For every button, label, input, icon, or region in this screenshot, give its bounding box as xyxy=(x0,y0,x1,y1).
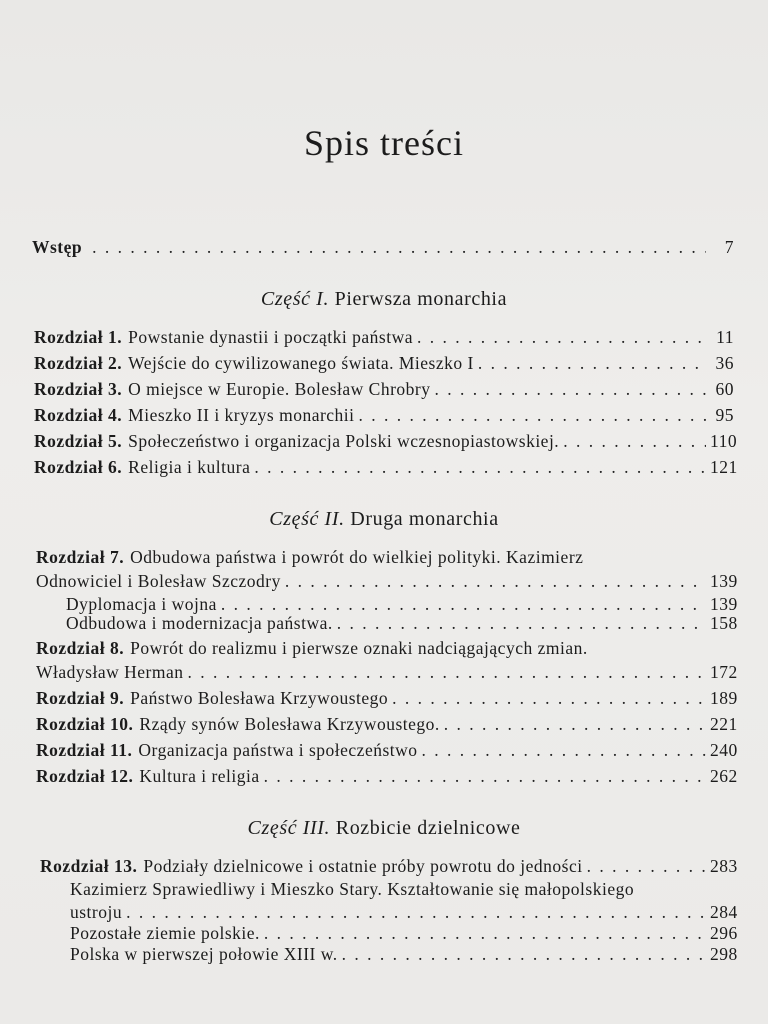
page-number: 7 xyxy=(724,237,734,257)
page-number: 121 xyxy=(710,457,738,477)
entry-text: Państwo Bolesława Krzywoustego xyxy=(130,688,389,708)
leader-dots xyxy=(254,456,706,478)
page-number: 221 xyxy=(710,714,738,734)
entry-text: Odbudowa i modernizacja państwa. xyxy=(66,613,333,633)
toc-entry-line xyxy=(36,637,588,659)
page-number: 262 xyxy=(710,766,738,786)
leader-dots xyxy=(392,687,706,709)
page-title: Spis treści xyxy=(304,123,464,163)
leader-dots xyxy=(126,901,706,923)
page-number: 284 xyxy=(710,902,738,922)
entry-label: Rozdział 7. xyxy=(36,547,125,567)
entry-text: Odbudowa państwa i powrót do wielkiej polityki. Kazimierz xyxy=(130,547,584,567)
entry-text: Pozostałe ziemie polskie. xyxy=(70,923,260,943)
page-number: 296 xyxy=(710,923,738,943)
toc-subentry-line xyxy=(70,878,634,900)
page-number: 139 xyxy=(710,594,738,614)
leader-dots xyxy=(264,922,706,944)
entry-label: Rozdział 1. xyxy=(34,327,123,347)
entry-text: Społeczeństwo i organizacja Polski wczesnopiastowskiej. xyxy=(128,431,560,451)
entry-text: O miejsce w Europie. Bolesław Chrobry xyxy=(128,379,431,399)
entry-text: ustroju xyxy=(70,902,123,922)
entry-text: Wejście do cywilizowanego świata. Mieszko I xyxy=(128,353,474,373)
toc-entry xyxy=(34,378,734,400)
entry-text: Kultura i religia xyxy=(139,766,260,786)
toc-entry xyxy=(36,739,738,761)
page-number: 298 xyxy=(710,944,738,964)
toc-subentry xyxy=(70,901,738,923)
part-heading xyxy=(0,817,768,840)
entry-label: Rozdział 11. xyxy=(36,740,133,760)
toc-subentry xyxy=(66,612,738,634)
part-heading xyxy=(0,288,768,311)
page-number: 36 xyxy=(715,353,734,373)
leader-dots xyxy=(337,612,706,634)
entry-text: Władysław Herman xyxy=(36,662,184,682)
page-number: 110 xyxy=(710,431,738,451)
entry-text: Organizacja państwa i społeczeństwo xyxy=(138,740,418,760)
page-number: 240 xyxy=(710,740,738,760)
toc-entry xyxy=(36,570,738,592)
entry-label: Rozdział 5. xyxy=(34,431,123,451)
entry-text: Religia i kultura xyxy=(128,457,251,477)
toc-entry xyxy=(36,713,738,735)
leader-dots xyxy=(478,352,706,374)
entry-label: Rozdział 9. xyxy=(36,688,125,708)
entry-label: Rozdział 12. xyxy=(36,766,134,786)
part-name: Pierwsza monarchia xyxy=(334,288,508,310)
entry-text: Polska w pierwszej połowie XIII w. xyxy=(70,944,338,964)
part-number: Część I. xyxy=(260,288,330,310)
leader-dots xyxy=(417,326,706,348)
part-name: Rozbicie dzielnicowe xyxy=(335,817,521,839)
toc-entry xyxy=(34,404,734,426)
page-number: 60 xyxy=(715,379,734,399)
entry-label: Wstęp xyxy=(32,237,83,257)
toc-entry xyxy=(34,352,734,374)
entry-text: Dyplomacja i wojna xyxy=(66,594,217,614)
entry-label: Rozdział 2. xyxy=(34,353,123,373)
entry-label: Rozdział 4. xyxy=(34,405,123,425)
entry-label: Rozdział 6. xyxy=(34,457,123,477)
entry-text: Podziały dzielnicowe i ostatnie próby powrotu do jedności xyxy=(143,856,583,876)
part-heading xyxy=(0,508,768,531)
leader-dots xyxy=(587,855,706,877)
entry-label: Rozdział 8. xyxy=(36,638,125,658)
entry-label: Rozdział 13. xyxy=(40,856,138,876)
entry-text: Kazimierz Sprawiedliwy i Mieszko Stary. Kształtowanie się małopolskiego xyxy=(70,879,635,899)
part-number: Część II. xyxy=(269,508,345,530)
toc-subentry xyxy=(70,922,738,944)
toc-entry xyxy=(36,687,738,709)
entry-text: Mieszko II i kryzys monarchii xyxy=(128,405,355,425)
toc-entry xyxy=(40,855,738,877)
page-number: 158 xyxy=(710,613,738,633)
page-number: 139 xyxy=(710,571,738,591)
toc-entry xyxy=(34,456,738,478)
toc-entry xyxy=(34,430,738,452)
entry-text: Odnowiciel i Bolesław Szczodry xyxy=(36,571,281,591)
toc-entry-intro xyxy=(32,236,734,258)
entry-text: Powrót do realizmu i pierwsze oznaki nadciągających zmian. xyxy=(130,638,588,658)
leader-dots xyxy=(434,378,706,400)
leader-dots xyxy=(187,661,706,683)
toc-subentry xyxy=(70,943,738,965)
leader-dots xyxy=(563,430,706,452)
toc-entry xyxy=(34,326,734,348)
leader-dots xyxy=(342,943,706,965)
toc-entry xyxy=(36,661,738,683)
entry-label: Rozdział 10. xyxy=(36,714,134,734)
leader-dots xyxy=(444,713,706,735)
page-number: 11 xyxy=(716,327,734,347)
page-number: 283 xyxy=(710,856,738,876)
leader-dots xyxy=(359,404,706,426)
part-number: Część III. xyxy=(247,817,331,839)
leader-dots xyxy=(264,765,706,787)
page-number: 189 xyxy=(710,688,738,708)
entry-label: Rozdział 3. xyxy=(34,379,123,399)
toc-entry-line xyxy=(36,546,583,568)
leader-dots xyxy=(285,570,706,592)
leader-dots xyxy=(92,236,706,258)
entry-text: Rządy synów Bolesława Krzywoustego. xyxy=(139,714,440,734)
entry-text: Powstanie dynastii i początki państwa xyxy=(128,327,413,347)
page-number: 95 xyxy=(715,405,734,425)
toc-entry xyxy=(36,765,738,787)
part-name: Druga monarchia xyxy=(350,508,499,530)
leader-dots xyxy=(422,739,706,761)
page-number: 172 xyxy=(710,662,738,682)
